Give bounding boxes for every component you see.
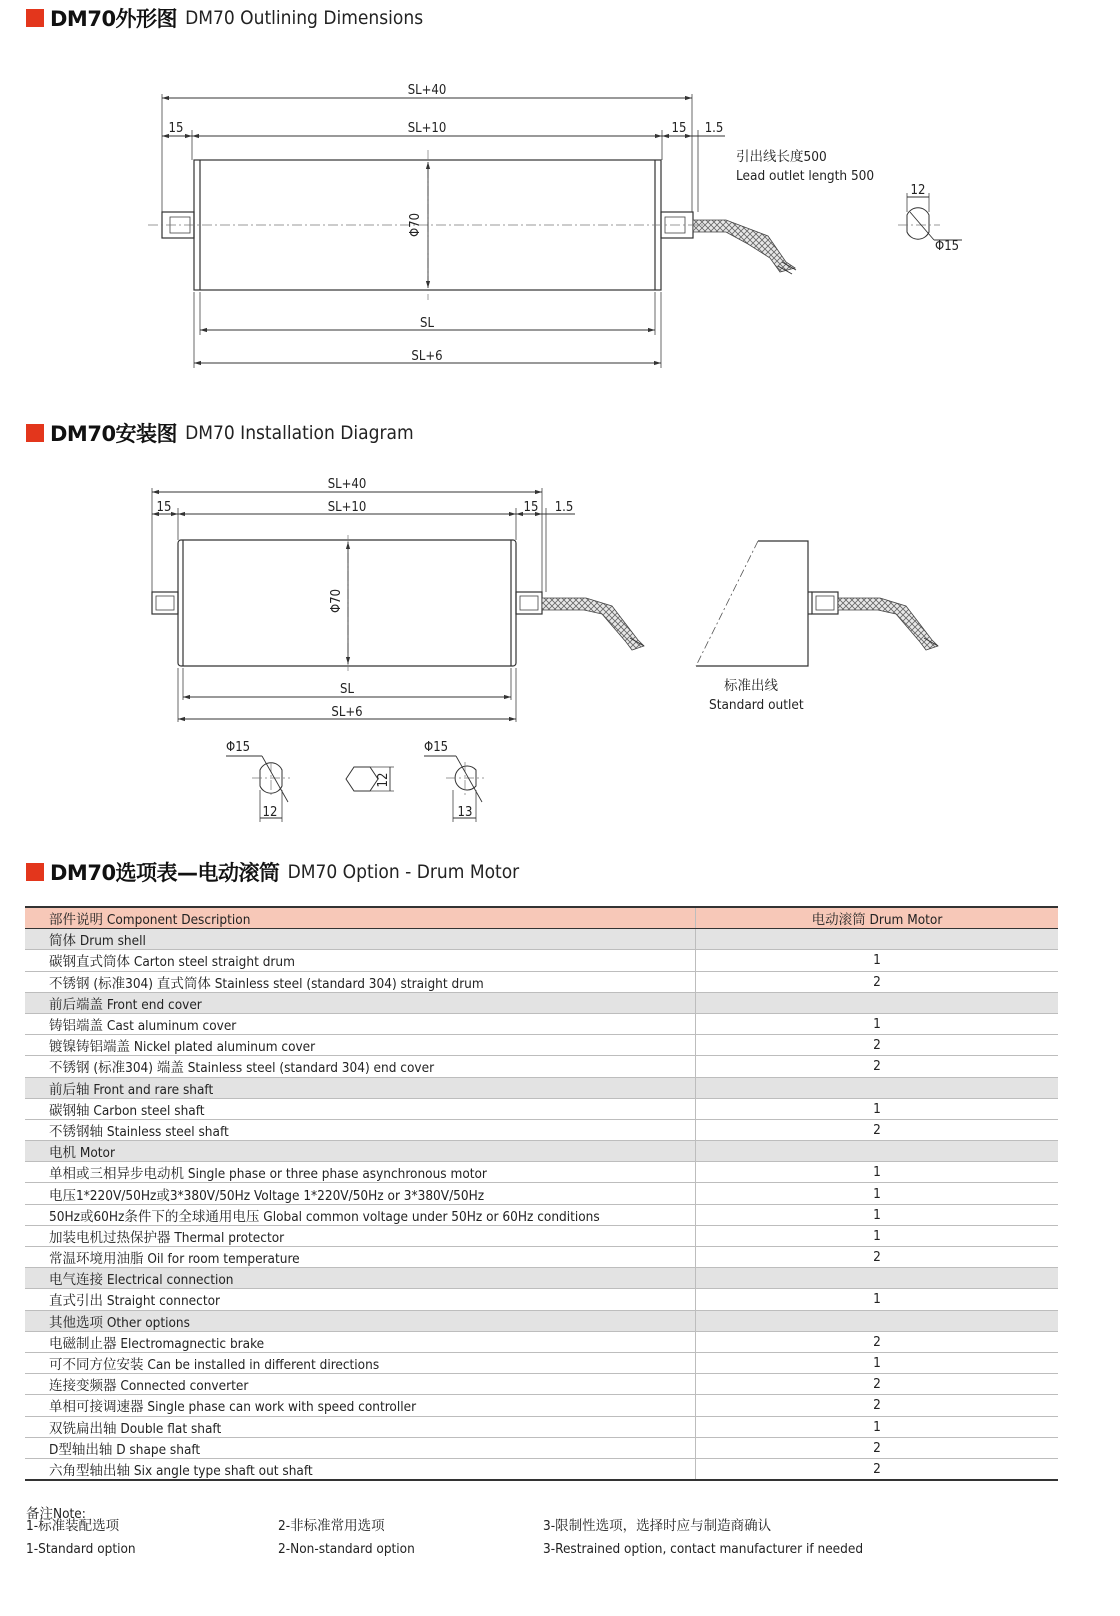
- row-value: 1: [696, 1204, 1059, 1225]
- dim-sl: SL: [340, 682, 354, 697]
- section-title-install: [26, 421, 414, 445]
- dim-sl: SL: [420, 316, 434, 331]
- options-table: [25, 906, 1058, 1481]
- row-value: 2: [696, 1247, 1059, 1268]
- row-description: 单相或三相异步电动机 Single phase or three phase asynchronous motor: [25, 1162, 696, 1183]
- table-row: [25, 1204, 1058, 1225]
- dim-sl10: SL+10: [407, 121, 447, 136]
- dim-phi70: Φ70: [408, 212, 423, 238]
- row-description: 简体 Drum shell: [25, 929, 696, 950]
- row-description: 电气连接 Electrical connection: [25, 1268, 696, 1289]
- table-row: [25, 1352, 1058, 1373]
- shaft2-width-12: 12: [376, 772, 391, 788]
- row-value: 1: [696, 1098, 1059, 1119]
- table-row: [25, 1395, 1058, 1416]
- row-description: 可不同方位安装 Can be installed in different directions: [25, 1352, 696, 1373]
- shaft3-width-13: 13: [457, 805, 473, 820]
- row-description: 直式引出 Straight connector: [25, 1289, 696, 1310]
- table-row: [25, 1416, 1058, 1437]
- row-value: [696, 1077, 1059, 1098]
- lead-label-en: Lead outlet length 500: [736, 168, 875, 184]
- row-description: 连接变频器 Connected converter: [25, 1374, 696, 1395]
- row-description: 镀镍铸铝端盖 Nickel plated aluminum cover: [25, 1035, 696, 1056]
- shaft1-phi15: Φ15: [226, 740, 251, 755]
- shaft-width-12: 12: [910, 183, 926, 198]
- header-desc: 部件说明 Component Description: [25, 907, 696, 929]
- row-description: 50Hz或60Hz条件下的全球通用电压 Global common voltage under 50Hz or 60Hz conditions: [25, 1204, 696, 1225]
- section-title-en: DM70 Installation Diagram: [185, 422, 414, 444]
- table-row: [25, 1183, 1058, 1204]
- table-row: [25, 1225, 1058, 1246]
- row-value: [696, 1268, 1059, 1289]
- row-value: 1: [696, 1289, 1059, 1310]
- section-title-en: DM70 Option - Drum Motor: [287, 861, 520, 883]
- row-value: 1: [696, 1225, 1059, 1246]
- section-title-outline: [26, 6, 423, 30]
- header-drum-motor: 电动滚筒 Drum Motor: [696, 907, 1059, 929]
- dim-sl40: SL+40: [407, 83, 447, 98]
- row-value: 2: [696, 1395, 1059, 1416]
- row-value: 1: [696, 950, 1059, 971]
- dim-15-left: 15: [168, 121, 184, 136]
- lead-label-cn: 引出线长度500: [736, 149, 827, 165]
- table-row: [25, 1289, 1058, 1310]
- table-row: [25, 971, 1058, 992]
- dim-15-right: 15: [523, 500, 539, 515]
- row-description: 电机 Motor: [25, 1141, 696, 1162]
- table-group-row: [25, 1268, 1058, 1289]
- table-row: [25, 1056, 1058, 1077]
- standard-outlet-detail: [696, 541, 938, 666]
- table-group-row: [25, 992, 1058, 1013]
- row-value: 2: [696, 1035, 1059, 1056]
- note-2-en: 2-Non-standard option: [278, 1541, 415, 1557]
- dim-15-right: 15: [671, 121, 687, 136]
- row-description: 碳钢轴 Carbon steel shaft: [25, 1098, 696, 1119]
- table-row: [25, 1162, 1058, 1183]
- notes-label: 备注Note:: [26, 1506, 86, 1522]
- row-description: 不锈钢轴 Stainless steel shaft: [25, 1119, 696, 1140]
- row-value: 2: [696, 1119, 1059, 1140]
- title-marker-icon: [26, 863, 44, 881]
- row-description: 其他选项 Other options: [25, 1310, 696, 1331]
- table-group-row: [25, 1310, 1058, 1331]
- row-description: 电压1*220V/50Hz或3*380V/50Hz Voltage 1*220V/50Hz or 3*380V/50Hz: [25, 1183, 696, 1204]
- section-title-en: DM70 Outlining Dimensions: [185, 7, 424, 29]
- table-row: [25, 1119, 1058, 1140]
- dim-sl40: SL+40: [327, 477, 367, 492]
- dim-sl10: SL+10: [327, 500, 367, 515]
- note-1-en: 1-Standard option: [26, 1541, 136, 1557]
- table-row: [25, 1458, 1058, 1480]
- note-1: [26, 1515, 136, 1561]
- title-marker-icon: [26, 9, 44, 27]
- row-value: 2: [696, 1331, 1059, 1352]
- row-description: 前后轴 Front and rare shaft: [25, 1077, 696, 1098]
- table-row: [25, 1374, 1058, 1395]
- shaft-phi15: Φ15: [935, 239, 960, 254]
- note-2: [278, 1515, 415, 1561]
- dim-phi70: Φ70: [329, 588, 344, 614]
- standard-outlet-en: Standard outlet: [709, 697, 804, 713]
- note-3-cn: 3-限制性选项，选择时应与制造商确认: [543, 1518, 772, 1534]
- dim-sl6: SL+6: [331, 705, 363, 720]
- row-value: [696, 929, 1059, 950]
- row-description: 六角型轴出轴 Six angle type shaft out shaft: [25, 1458, 696, 1480]
- row-description: D型轴出轴 D shape shaft: [25, 1437, 696, 1458]
- row-value: 1: [696, 1013, 1059, 1034]
- row-value: 2: [696, 1056, 1059, 1077]
- dim-1-5: 1.5: [554, 500, 574, 515]
- row-description: 碳钢直式筒体 Carton steel straight drum: [25, 950, 696, 971]
- outline-drawing: [0, 40, 1120, 400]
- shaft-section-double-flat-icon: [898, 193, 962, 240]
- row-description: 电磁制止器 Electromagnectic brake: [25, 1331, 696, 1352]
- row-value: 1: [696, 1162, 1059, 1183]
- title-marker-icon: [26, 424, 44, 442]
- note-3-en: 3-Restrained option, contact manufacturer if needed: [543, 1541, 864, 1557]
- row-description: 不锈钢 (标准304) 端盖 Stainless steel (standard 304) end cover: [25, 1056, 696, 1077]
- row-value: [696, 992, 1059, 1013]
- row-description: 双铣扁出轴 Double flat shaft: [25, 1416, 696, 1437]
- section-title-cn: DM70安装图: [50, 422, 178, 446]
- table-row: [25, 1437, 1058, 1458]
- install-drawing: [0, 460, 1120, 840]
- shaft1-width-12: 12: [262, 805, 278, 820]
- row-description: 单相可接调速器 Single phase can work with speed controller: [25, 1395, 696, 1416]
- row-description: 常温环境用油脂 Oil for room temperature: [25, 1247, 696, 1268]
- note-1-cn: 1-标准装配选项: [26, 1518, 120, 1534]
- row-value: 1: [696, 1352, 1059, 1373]
- table-row: [25, 1098, 1058, 1119]
- note-2-cn: 2-非标准常用选项: [278, 1518, 385, 1534]
- shaft-section-double-flat-icon: [226, 756, 290, 822]
- shaft3-phi15: Φ15: [424, 740, 449, 755]
- row-description: 铸铝端盖 Cast aluminum cover: [25, 1013, 696, 1034]
- table-row: [25, 1331, 1058, 1352]
- dim-sl6: SL+6: [411, 349, 443, 364]
- section-title-options: [26, 860, 519, 884]
- row-value: 2: [696, 1374, 1059, 1395]
- row-description: 前后端盖 Front end cover: [25, 992, 696, 1013]
- section-title-cn: DM70选项表—电动滚筒: [50, 861, 280, 885]
- row-value: 2: [696, 1458, 1059, 1480]
- standard-outlet-cn: 标准出线: [724, 678, 778, 694]
- row-value: [696, 1310, 1059, 1331]
- table-row: [25, 1247, 1058, 1268]
- row-description: 加装电机过热保护器 Thermal protector: [25, 1225, 696, 1246]
- table-row: [25, 1013, 1058, 1034]
- table-row: [25, 1035, 1058, 1056]
- row-value: 1: [696, 1416, 1059, 1437]
- table-header-row: [25, 907, 1058, 929]
- dim-15-left: 15: [156, 500, 172, 515]
- table-group-row: [25, 1141, 1058, 1162]
- row-value: 2: [696, 971, 1059, 992]
- row-value: 2: [696, 1437, 1059, 1458]
- dim-1-5: 1.5: [704, 121, 724, 136]
- table-group-row: [25, 929, 1058, 950]
- section-title-cn: DM70外形图: [50, 7, 178, 31]
- row-description: 不锈钢 (标准304) 直式筒体 Stainless steel (standard 304) straight drum: [25, 971, 696, 992]
- table-group-row: [25, 1077, 1058, 1098]
- table-row: [25, 950, 1058, 971]
- note-3: [543, 1515, 863, 1561]
- row-value: 1: [696, 1183, 1059, 1204]
- row-value: [696, 1141, 1059, 1162]
- shaft-section-d-shape-icon: [424, 756, 484, 822]
